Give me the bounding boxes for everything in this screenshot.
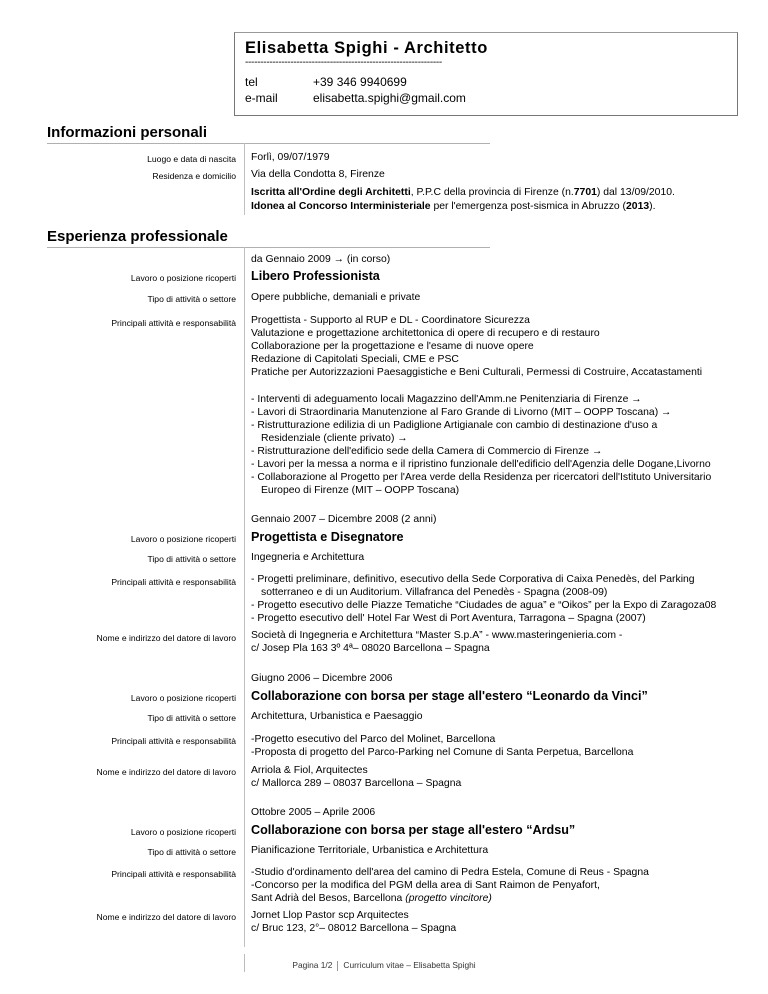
job2-period: Gennaio 2007 – Dicembre 2008 (2 anni) <box>251 514 437 525</box>
residence-label: Residenza e domicilio <box>152 171 236 181</box>
column-divider <box>244 143 245 215</box>
page-footer <box>0 960 768 971</box>
activity-line: - Progetto esecutivo delle Piazze Tematiche “Ciudades de agua” e “Oikos” per la Expo di Zaragoza08 <box>251 600 717 611</box>
project-line: - Lavori di Straordinaria Manutenzione al Faro Grande di Livorno (MIT – OOPP Toscana) → <box>251 407 672 418</box>
section-title-experience: Esperienza professionale <box>47 228 228 245</box>
birth-value: Forlì, 09/07/1979 <box>251 152 330 163</box>
section-rule <box>47 143 490 144</box>
residence-value: Via della Condotta 8, Firenze <box>251 169 385 180</box>
job3-role-label: Lavoro o posizione ricoperti <box>130 693 236 703</box>
activity-line: Collaborazione per la progettazione e l'esame di nuove opere <box>251 341 534 352</box>
activity-line: Pratiche per Autorizzazioni Paesaggistiche e Beni Culturali, Permessi di Costruire, Accatastamenti <box>251 367 703 378</box>
job4-role: Collaborazione con borsa per stage all'estero “Ardsu” <box>251 823 576 837</box>
page-number: Pagina 1/2 <box>292 960 333 970</box>
tel-value: +39 346 9940699 <box>313 75 407 89</box>
job4-employer-label: Nome e indirizzo del datore di lavoro <box>96 912 236 922</box>
job2-sector-label: Tipo di attività o settore <box>147 554 236 564</box>
registration-text: Iscritta all'Ordine degli Architetti, P.P.C della provincia di Firenze (n.7701) dal 13/09/2010. <box>251 187 675 198</box>
job1-sector: Opere pubbliche, demaniali e private <box>251 292 421 303</box>
activity-line: Progettista - Supporto al RUP e DL - Coordinatore Sicurezza <box>251 315 530 326</box>
job3-employer <box>251 764 461 790</box>
employer-line: c/ Bruc 123, 2°– 08012 Barcellona – Spagna <box>251 923 457 934</box>
job3-employer-label: Nome e indirizzo del datore di lavoro <box>96 767 236 777</box>
project-line: Residenziale (cliente privato) → <box>261 433 408 444</box>
job4-role-label: Lavoro o posizione ricoperti <box>130 827 236 837</box>
job2-activities <box>251 573 716 625</box>
job3-sector-label: Tipo di attività o settore <box>147 713 236 723</box>
job2-sector: Ingegneria e Architettura <box>251 552 365 563</box>
tel-label: tel <box>245 75 258 89</box>
cv-name: Elisabetta Spighi - Architetto <box>245 39 488 57</box>
job1-period: da Gennaio 2009 → (in corso) <box>251 254 391 265</box>
project-line: - Collaborazione al Progetto per l'Area verde della Residenza per ricercatori dell'Istituto Universitario <box>251 472 712 483</box>
job4-employer <box>251 909 456 935</box>
employer-line: c/ Mallorca 289 – 08037 Barcellona – Spagna <box>251 778 462 789</box>
idonea-text: Idonea al Concorso Interministeriale per l'emergenza post-sismica in Abruzzo (2013). <box>251 201 656 212</box>
section-title-personal: Informazioni personali <box>47 124 208 141</box>
job3-sector: Architettura, Urbanistica e Paesaggio <box>251 711 423 722</box>
employer-line: Società di Ingegneria e Architettura “Master S.p.A” - www.masteringenieria.com - <box>251 630 623 641</box>
job1-activities-label: Principali attività e responsabilità <box>111 318 236 328</box>
email-value[interactable]: elisabetta.spighi@gmail.com <box>313 91 466 105</box>
job2-employer <box>251 629 622 655</box>
activity-line: -Progetto esecutivo del Parco del Molinet, Barcellona <box>251 734 496 745</box>
activity-line: Valutazione e progettazione architettonica di opere di recupero e di restauro <box>251 328 600 339</box>
job4-sector: Pianificazione Territoriale, Urbanistica e Architettura <box>251 845 489 856</box>
footer-title: Curriculum vitae – Elisabetta Spighi <box>343 960 476 970</box>
job1-projects <box>251 393 711 497</box>
job1-activities <box>251 314 702 379</box>
birth-label: Luogo e data di nascita <box>147 154 236 164</box>
footer-separator <box>337 961 338 971</box>
job4-activities-label: Principali attività e responsabilità <box>111 869 236 879</box>
project-line: Europeo di Firenze (MIT – OOPP Toscana) <box>261 485 460 496</box>
employer-line: c/ Josep Pla 163 3º 4ª– 08020 Barcellona – Spagna <box>251 643 490 654</box>
job1-role-label: Lavoro o posizione ricoperti <box>130 273 236 283</box>
job2-employer-label: Nome e indirizzo del datore di lavoro <box>96 633 236 643</box>
activity-line: sotterraneo e di un Auditorium. Villafranca del Penedès - Spagna (2008-09) <box>261 587 608 598</box>
activity-line: - Progetto esecutivo dell' Hotel Far West di Port Aventura, Tarragona – Spagna (2007) <box>251 613 646 624</box>
job2-activities-label: Principali attività e responsabilità <box>111 577 236 587</box>
job2-role-label: Lavoro o posizione ricoperti <box>130 534 236 544</box>
email-label: e-mail <box>245 91 278 105</box>
project-line: - Interventi di adeguamento locali Magazzino dell'Amm.ne Penitenziaria di Firenze → <box>251 394 642 405</box>
employer-line: Jornet Llop Pastor scp Arquitectes <box>251 910 409 921</box>
project-line: - Ristrutturazione edilizia di un Padiglione Artigianale con cambio di destinazione d'uso a <box>251 420 658 431</box>
job4-sector-label: Tipo di attività o settore <box>147 847 236 857</box>
job2-role: Progettista e Disegnatore <box>251 530 404 544</box>
project-line: - Ristrutturazione dell'edificio sede della Camera di Commercio di Firenze → <box>251 446 603 457</box>
activity-line: -Proposta di progetto del Parco-Parking nel Comune di Santa Perpetua, Barcellona <box>251 747 634 758</box>
job4-period: Ottobre 2005 – Aprile 2006 <box>251 807 376 818</box>
header-divider: ----------------------------------------------------------------- <box>245 57 442 68</box>
section-rule <box>47 247 490 248</box>
activity-line: Redazione di Capitolati Speciali, CME e PSC <box>251 354 459 365</box>
column-divider <box>244 247 245 947</box>
job3-period: Giugno 2006 – Dicembre 2006 <box>251 673 393 684</box>
job4-activities <box>251 866 649 905</box>
job1-role: Libero Professionista <box>251 269 380 283</box>
job3-activities <box>251 733 633 759</box>
activity-line: - Progetti preliminare, definitivo, esecutivo della Sede Corporativa di Caixa Penedès, del Parking <box>251 574 695 585</box>
activity-line: -Studio d'ordinamento dell'area del camino di Pedra Estela, Comune di Reus - Spagna <box>251 867 649 878</box>
activity-line: Sant Adrià del Besos, Barcellona (progetto vincitore) <box>251 893 492 904</box>
project-line: - Lavori per la messa a norma e il ripristino funzionale dell'edificio dell'Agenzia delle Dogane,Livorno <box>251 459 711 470</box>
job3-role: Collaborazione con borsa per stage all'estero “Leonardo da Vinci” <box>251 689 648 703</box>
job1-sector-label: Tipo di attività o settore <box>147 294 236 304</box>
employer-line: Arriola & Fiol, Arquitectes <box>251 765 368 776</box>
activity-line: -Concorso per la modifica del PGM della area di Sant Raimon de Penyafort, <box>251 880 600 891</box>
job3-activities-label: Principali attività e responsabilità <box>111 736 236 746</box>
